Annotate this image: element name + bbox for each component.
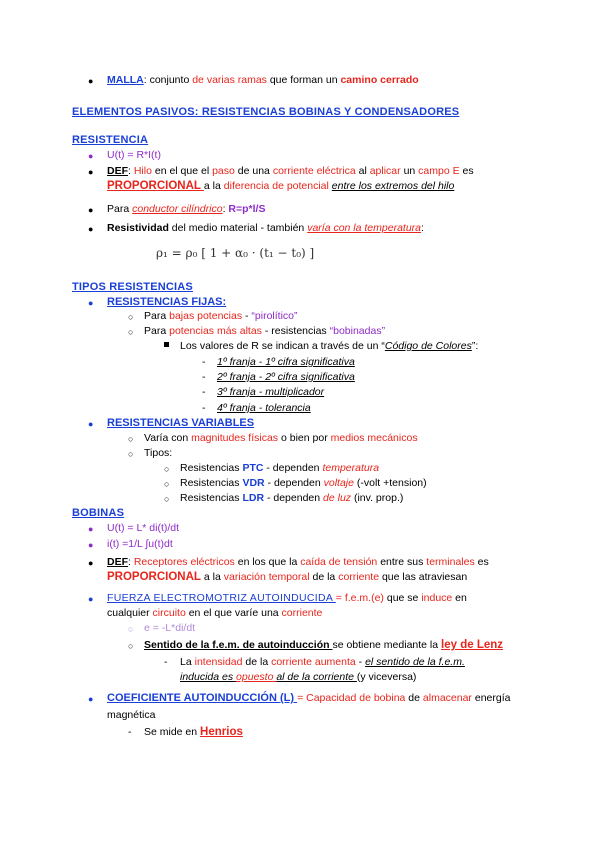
text: al [358, 165, 370, 177]
text: Resistencias [180, 492, 243, 504]
def-label: DEF [107, 556, 128, 568]
text: : [128, 165, 134, 177]
text: de [408, 692, 423, 704]
text: caída de tensión [300, 556, 381, 568]
text: magnitudes físicas [191, 432, 281, 444]
text: campo E [418, 165, 463, 177]
text: al de la corriente [276, 671, 357, 683]
lenz-line2 [180, 670, 416, 684]
heading-resistencia: RESISTENCIA [72, 134, 149, 146]
text: LDR [242, 492, 267, 504]
ohm-formula: U(t) = R*I(t) [107, 149, 161, 161]
variables-line [144, 431, 418, 445]
text: “pirolítico” [251, 310, 298, 322]
text: se obtiene mediante la [332, 639, 442, 651]
text: induce [421, 592, 456, 604]
franja-1: 1º franja - 1º cifra significativa [217, 356, 355, 368]
bullet-icon: ● [88, 594, 94, 604]
text: del medio material - también [171, 222, 308, 234]
text: de la [312, 571, 339, 583]
text: Para [144, 325, 170, 337]
text: corriente aumenta [271, 656, 359, 668]
text: circuito [152, 607, 189, 619]
circle-bullet-icon: ○ [164, 494, 170, 504]
dash-icon: - [202, 402, 206, 414]
text: - [358, 656, 366, 668]
text: PTC [242, 462, 267, 474]
proporcional: PROPORCIONAL [107, 180, 204, 192]
text: corriente eléctrica [272, 165, 359, 177]
text: energía [474, 692, 511, 704]
circle-bullet-icon: ○ [128, 434, 134, 444]
text: un [403, 165, 419, 177]
square-bullet-icon [164, 342, 169, 347]
text: Resistividad [107, 222, 172, 234]
bullet-icon: ● [88, 540, 94, 550]
text: almacenar [422, 692, 475, 704]
text: que forman un [269, 74, 341, 86]
resistencia-def-line2 [107, 179, 454, 193]
bullet-icon: ● [88, 224, 94, 234]
circle-bullet-icon: ○ [128, 624, 134, 634]
sentido-line [144, 638, 503, 652]
text: : conjunto [143, 74, 193, 86]
fem-line1 [107, 591, 467, 605]
text: conductor cilíndrico [132, 203, 223, 215]
text: aplicar [369, 165, 404, 177]
lenz-line1 [180, 655, 465, 669]
text: Varía con [144, 432, 192, 444]
text: ”: [471, 340, 479, 352]
text: (-volt +tension) [353, 477, 427, 489]
text: corriente [281, 607, 323, 619]
circle-bullet-icon: ○ [128, 327, 134, 337]
bullet-icon: ● [88, 419, 94, 429]
text: de una [237, 165, 273, 177]
heading-bobinas: BOBINAS [72, 507, 125, 519]
text: (y viceversa) [356, 671, 417, 683]
henrios-line [144, 725, 243, 739]
proporcional: PROPORCIONAL [107, 571, 204, 583]
henrios: Henrios [200, 726, 243, 738]
text: cualquier [107, 607, 153, 619]
text: paso [212, 165, 238, 177]
text: intensidad [194, 656, 246, 668]
circle-bullet-icon: ○ [128, 641, 134, 651]
text: variación temporal [223, 571, 313, 583]
text: “bobinadas” [329, 325, 386, 337]
dash-icon: - [202, 371, 206, 383]
bobinas-def-line2 [107, 570, 467, 584]
text: Receptores eléctricos [133, 556, 238, 568]
resistencias-variables: RESISTENCIAS VARIABLES [107, 417, 255, 429]
malla-term: MALLA [107, 74, 144, 86]
bullet-icon: ● [88, 298, 94, 308]
text: - dependen [266, 492, 324, 504]
circle-bullet-icon: ○ [164, 479, 170, 489]
text: inducida es [180, 671, 237, 683]
tipos-label: Tipos: [144, 447, 173, 459]
e-formula: e = -L*di/dt [144, 622, 196, 634]
text: temperatura [322, 462, 380, 474]
dash-icon: - [128, 726, 132, 738]
tipo-vdr [180, 476, 427, 490]
bobina-formula-u: U(t) = L* di(t)/dt [107, 522, 180, 534]
text: de luz [323, 492, 354, 504]
text: FUERZA ELECTROMOTRIZ AUTOINDUCIDA [107, 592, 336, 604]
dash-icon: - [202, 386, 206, 398]
text: : [222, 203, 229, 215]
text: Se mide en [144, 726, 201, 738]
text: = [297, 692, 307, 704]
franja-4: 4º franja - tolerancia [217, 402, 311, 414]
text: en el que varíe una [188, 607, 282, 619]
text: entre los extremos del hilo [331, 180, 455, 192]
tipo-ldr [180, 491, 403, 505]
text: bobina [373, 692, 409, 704]
coef-line1 [107, 691, 510, 705]
bullet-icon: ● [88, 205, 94, 215]
text: Para [144, 310, 170, 322]
text: de [192, 74, 207, 86]
text: potencias más altas [169, 325, 265, 337]
circle-bullet-icon: ○ [164, 464, 170, 474]
text: voltaje [323, 477, 354, 489]
text: Capacidad de [306, 692, 374, 704]
bullet-icon: ● [88, 76, 94, 86]
text: el sentido de la f.e.m. [365, 656, 465, 668]
malla-line [107, 73, 419, 87]
franja-3: 3º franja - multiplicador [217, 386, 325, 398]
text: a la [203, 571, 224, 583]
text: entre sus [380, 556, 427, 568]
resistencias-fijas: RESISTENCIAS FIJAS: [107, 296, 227, 308]
text: en [455, 592, 467, 604]
text: es [462, 165, 474, 177]
bullet-icon: ● [88, 151, 94, 161]
text: COEFICIENTE AUTOINDUCCIÓN (L) [107, 692, 298, 704]
resistividad-line [107, 221, 424, 235]
text: en los que la [237, 556, 301, 568]
text: opuesto [236, 671, 277, 683]
text: o bien por [280, 432, 331, 444]
text: es [477, 556, 489, 568]
ley-de-lenz: ley de Lenz [441, 639, 504, 651]
franja-2: 2º franja - 2º cifra significativa [217, 371, 355, 383]
def-label: DEF [107, 165, 128, 177]
text: Resistencias [180, 462, 243, 474]
text: que las atraviesan [381, 571, 468, 583]
heading-tipos-resistencias: TIPOS RESISTENCIAS [72, 281, 193, 293]
resistividad-formula: ρ₁ = ρ₀ [ 1 + α₀ · (t₁ − t₀) ] [156, 246, 315, 260]
circle-bullet-icon: ○ [128, 449, 134, 459]
bullet-icon: ● [88, 167, 94, 177]
resistencia-def-line1 [107, 164, 474, 178]
text: varias ramas [206, 74, 270, 86]
bobinas-def-line1 [107, 555, 489, 569]
text: bajas potencias [169, 310, 245, 322]
fijas-item-2 [144, 324, 385, 338]
bullet-icon: ● [88, 694, 94, 704]
dash-icon: - [202, 356, 206, 368]
text: Los valores de R se indican a través de un “ [180, 340, 385, 352]
text: de la [245, 656, 272, 668]
text: VDR [242, 477, 268, 489]
text: : [128, 556, 134, 568]
text: - [245, 310, 252, 322]
text: terminales [426, 556, 478, 568]
bobina-formula-i: i(t) =1/L ∫u(t)dt [107, 538, 173, 550]
text: - dependen [266, 462, 323, 474]
tipo-ptc [180, 461, 379, 475]
text: Sentido de la f.e.m. de autoinducción [144, 639, 333, 651]
text: Código de Colores [384, 340, 472, 352]
text: camino cerrado [340, 74, 419, 86]
bullet-icon: ● [88, 524, 94, 534]
circle-bullet-icon: ○ [128, 312, 134, 322]
text: diferencia de potencial [223, 180, 332, 192]
text: : [421, 222, 424, 234]
text: en el que el [154, 165, 213, 177]
text: (inv. prop.) [353, 492, 404, 504]
text: Hilo [133, 165, 155, 177]
fem-line2 [107, 606, 322, 620]
text: Resistencias [180, 477, 243, 489]
text: f.e.m.(e) [344, 592, 387, 604]
fijas-item-1 [144, 309, 298, 323]
text: que se [386, 592, 422, 604]
text: = [335, 592, 345, 604]
heading-elementos-pasivos: ELEMENTOS PASIVOS: RESISTENCIAS BOBINAS Y CONDENSADORES [72, 106, 460, 118]
codigo-colores-line [180, 339, 478, 353]
text: Para [107, 203, 133, 215]
dash-icon: - [164, 656, 168, 668]
text: varía con la temperatura [307, 222, 421, 234]
text: corriente [338, 571, 382, 583]
text: - dependen [267, 477, 324, 489]
text: R=p*l/S [228, 203, 266, 215]
coef-line2: magnética [107, 709, 156, 721]
para-conductor-line [107, 202, 265, 216]
text: La [180, 656, 195, 668]
text: a la [203, 180, 224, 192]
text: - resistencias [264, 325, 330, 337]
text: medios mecánicos [330, 432, 418, 444]
bullet-icon: ● [88, 558, 94, 568]
